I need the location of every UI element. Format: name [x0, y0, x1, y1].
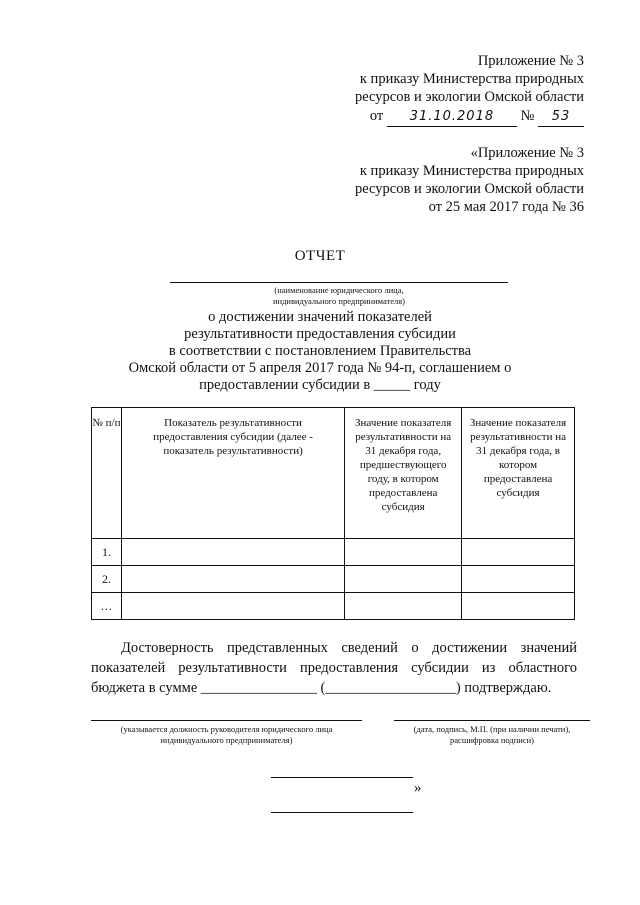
- cell-indicator[interactable]: [121, 566, 344, 593]
- row-number: 1.: [92, 539, 122, 566]
- name-caption: [170, 285, 508, 307]
- position-caption: [91, 724, 362, 746]
- table-row: [92, 593, 575, 620]
- subtitle-line-2: результативности предоставления субсидии: [184, 326, 456, 342]
- name-line: [170, 282, 508, 283]
- appendix-quote-line-2: к приказу Министерства природных: [359, 163, 584, 179]
- bottom-line-1: [271, 777, 413, 778]
- report-subtitle: [0, 309, 640, 394]
- confirmation-text: Достоверность представленных сведений о достижении значений показателей результативности предоставления субсидии из областного бюджета в сумме ________________ (__________________) подтверждаю.: [91, 640, 577, 696]
- appendix-date-line: [224, 107, 584, 127]
- subtitle-line-5: предоставлении субсидии в _____ году: [199, 377, 441, 393]
- cell-value-previous[interactable]: [345, 539, 462, 566]
- bottom-line-2: [271, 812, 413, 813]
- date-prefix: от: [369, 108, 384, 124]
- subtitle-line-4: Омской области от 5 апреля 2017 года № 94-п, соглашением о: [128, 360, 512, 376]
- appendix-quote-title: «Приложение № 3: [470, 145, 584, 161]
- position-line: [91, 720, 362, 721]
- appendix-header: [224, 52, 584, 127]
- appendix-title: Приложение № 3: [477, 53, 584, 69]
- date-value: 31.10.2018: [387, 108, 517, 127]
- appendix-quote-header: [224, 144, 584, 216]
- cell-value-current[interactable]: [462, 566, 575, 593]
- report-title: ОТЧЕТ: [294, 248, 346, 264]
- header-indicator: Показатель результативности предоставления субсидии (далее - показатель результативности): [121, 408, 344, 539]
- subtitle-line-3: в соответствии с постановлением Правительства: [168, 343, 472, 359]
- number-prefix: №: [520, 108, 535, 124]
- signature-caption: [394, 724, 590, 746]
- signature-line: [394, 720, 590, 721]
- header-number: № п/п: [92, 408, 122, 539]
- table-header-row: [92, 408, 575, 539]
- subtitle-line-1: о достижении значений показателей: [208, 309, 432, 325]
- name-caption-1: (наименование юридического лица,: [274, 285, 404, 295]
- cell-value-current[interactable]: [462, 539, 575, 566]
- number-value: 53: [538, 108, 584, 127]
- signature-caption-2: расшифровка подписи): [450, 735, 534, 745]
- position-caption-1: (указывается должность руководителя юридического лица: [120, 724, 333, 734]
- position-caption-2: индивидуального предпринимателя): [160, 735, 293, 745]
- cell-indicator[interactable]: [121, 593, 344, 620]
- closing-quote: »: [414, 780, 422, 796]
- appendix-line-3: ресурсов и экологии Омской области: [355, 89, 584, 105]
- table-row: [92, 566, 575, 593]
- signature-caption-1: (дата, подпись, М.П. (при наличии печати),: [413, 724, 571, 734]
- cell-value-previous[interactable]: [345, 593, 462, 620]
- name-caption-2: индивидуального предпринимателя): [273, 296, 405, 306]
- header-value-current: Значение показателя результативности на 31 декабря года, в котором предоставлена субсидия: [462, 408, 575, 539]
- row-number: 2.: [92, 566, 122, 593]
- appendix-quote-line-4: от 25 мая 2017 года № 36: [428, 199, 584, 215]
- appendix-quote-line-3: ресурсов и экологии Омской области: [355, 181, 584, 197]
- header-value-previous: Значение показателя результативности на 31 декабря года, предшествующего году, в котором предоставлена субсидия: [345, 408, 462, 539]
- cell-value-previous[interactable]: [345, 566, 462, 593]
- table-row: [92, 539, 575, 566]
- indicators-table: [91, 407, 575, 620]
- cell-value-current[interactable]: [462, 593, 575, 620]
- row-number: …: [92, 593, 122, 620]
- cell-indicator[interactable]: [121, 539, 344, 566]
- appendix-line-2: к приказу Министерства природных: [359, 71, 584, 87]
